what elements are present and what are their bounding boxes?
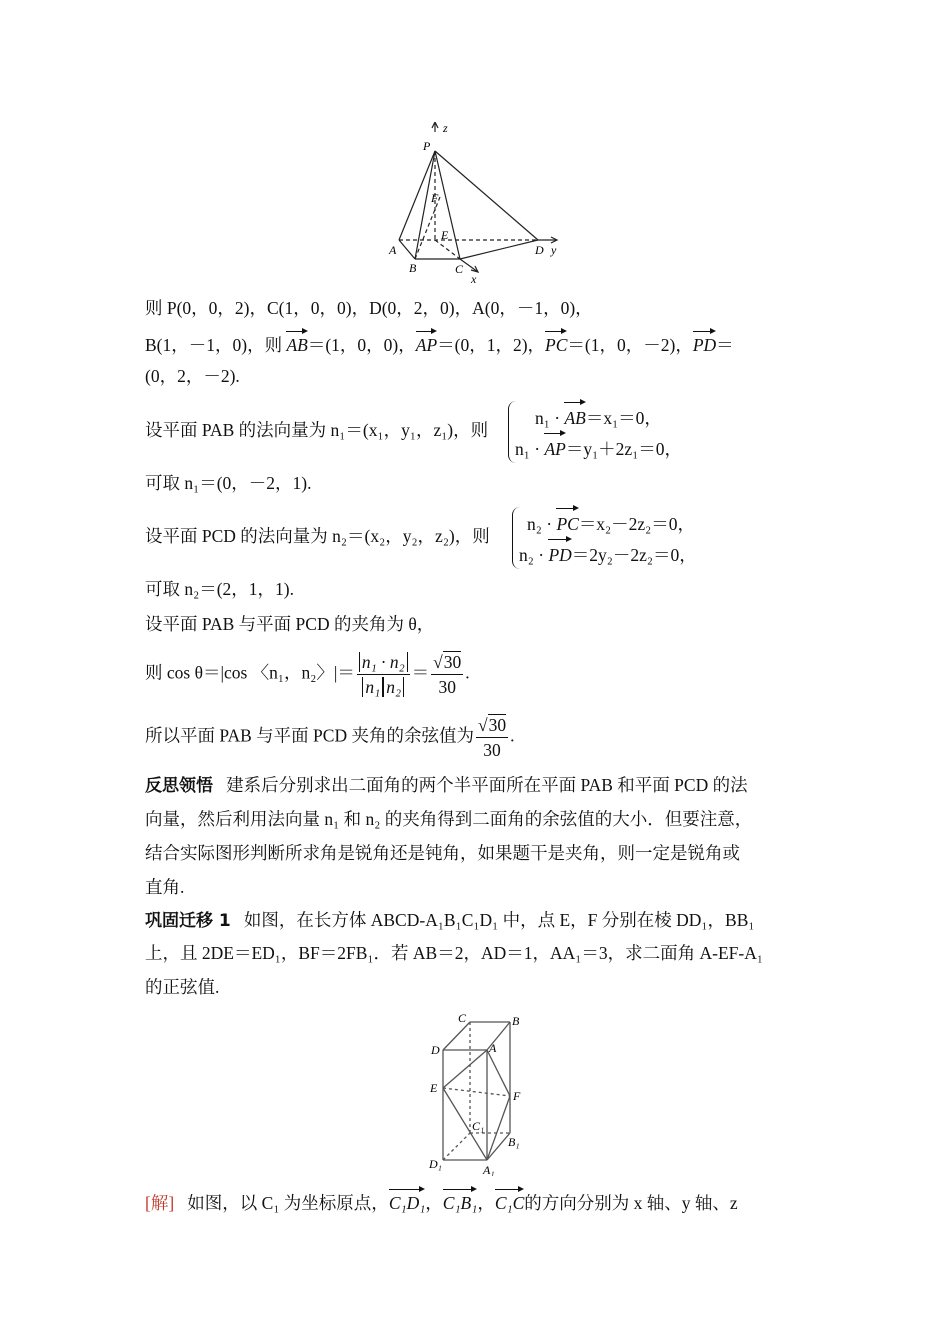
- angle-line: 设平面 PAB 与平面 PCD 的夹角为 θ，: [145, 614, 435, 634]
- vector-ab: AB: [286, 330, 307, 357]
- numerator: 30: [443, 652, 462, 672]
- exercise-line: [145, 908, 754, 933]
- take-n1: 可取 n₁＝(0，－2，1).: [145, 473, 312, 493]
- fig1-label: y: [551, 243, 557, 257]
- vector-ap: AP: [416, 330, 437, 357]
- pcd-equation-system: [512, 507, 697, 569]
- fig2-label: B: [512, 1014, 520, 1028]
- fig1-label: z: [443, 122, 448, 135]
- text: 建系后分别求出二面角的两个半平面所在平面 PAB 和平面 PCD 的法: [226, 775, 748, 795]
- reflection-line: [145, 773, 748, 798]
- text: 的方向分别为 x 轴、y 轴、z: [524, 1193, 738, 1213]
- text: ＝: [411, 662, 430, 683]
- text: ＝(1，0，－2)，: [567, 335, 693, 355]
- text: ，: [477, 1193, 495, 1213]
- pd-value-line: (0，2，－2).: [145, 366, 240, 386]
- reflection-line: 直角.: [145, 877, 185, 897]
- text: 如图，以 C₁ 为坐标原点，: [187, 1193, 389, 1213]
- vectors-line: [145, 330, 734, 357]
- pyramid-figure: [385, 122, 575, 287]
- vector-pc: PC: [556, 507, 578, 538]
- conclusion-line: [145, 713, 514, 762]
- fig2-label: E: [430, 1081, 438, 1095]
- fig1-label: C: [455, 262, 464, 276]
- fig2-label: F: [513, 1089, 521, 1103]
- pab-normal-text: 设平面 PAB 的法向量为 n₁＝(x₁，y₁，z₁)，则: [145, 420, 489, 440]
- fig1-label: P: [423, 139, 431, 153]
- fraction: $\frac{√30}{30}$: [433, 652, 462, 697]
- fig2-label: D: [431, 1043, 440, 1057]
- eq: n₂ ·: [519, 545, 549, 565]
- reflection-heading: 反思领悟: [145, 776, 213, 796]
- eq: n₁ ·: [515, 439, 545, 459]
- text: ，: [425, 1193, 443, 1213]
- fig2-label: C₁: [472, 1119, 485, 1133]
- eq: ＝x₂－2z₂＝0，: [578, 514, 696, 534]
- eq: ＝2y₂－2z₂＝0，: [571, 545, 697, 565]
- text: ＝(0，1，2)，: [437, 335, 546, 355]
- fig1-label: E: [441, 228, 449, 242]
- vector-c1b1: C₁B₁: [443, 1188, 478, 1215]
- fig2-label: A: [489, 1041, 497, 1055]
- vector-ab: AB: [564, 401, 585, 432]
- vector-pd: PD: [548, 538, 571, 569]
- fig1-label: x: [471, 272, 477, 286]
- fig1-label: B: [409, 261, 417, 275]
- text: 所以平面 PAB 与平面 PCD 夹角的余弦值为: [145, 725, 474, 746]
- exercise-line: 上，且 2DE＝ED₁，BF＝2FB₁．若 AB＝2，AD＝1，AA₁＝3，求二面角 A-EF-A₁: [145, 943, 763, 963]
- exercise-heading: 巩固迁移 1: [145, 911, 231, 931]
- text: .: [510, 725, 515, 746]
- pcd-normal-text: 设平面 PCD 的法向量为 n₂＝(x₂，y₂，z₂)，则: [145, 526, 490, 546]
- solution-tag: [解]: [145, 1193, 175, 1213]
- denominator: n₁: [362, 677, 383, 697]
- cuboid-figure: [425, 1008, 535, 1176]
- take-n2: 可取 n₂＝(2，1，1).: [145, 579, 295, 599]
- denominator: 30: [483, 740, 501, 760]
- vector-c1c: C₁C: [495, 1188, 524, 1215]
- vector-pc: PC: [545, 330, 567, 357]
- vector-c1d1: C₁D₁: [389, 1188, 425, 1215]
- text: ＝: [716, 335, 734, 355]
- coordinates-line: 则 P(0，0，2)，C(1，0，0)，D(0，2，0)，A(0，－1，0)，: [145, 298, 593, 318]
- fraction: [357, 650, 410, 699]
- exercise-line: 的正弦值.: [145, 977, 220, 997]
- eq: n₂ ·: [527, 514, 557, 534]
- text: 如图，在长方体 ABCD-A₁B₁C₁D₁ 中，点 E，F 分别在棱 DD₁，BB₁: [243, 910, 755, 930]
- fig1-label: D: [535, 243, 544, 257]
- numerator: n₁ · n₂: [359, 652, 408, 672]
- cos-formula: [145, 650, 470, 699]
- vector-ap: AP: [544, 432, 565, 463]
- fig2-label: C: [458, 1011, 467, 1025]
- fig1-label: A: [389, 243, 397, 257]
- text: B(1，－1，0)，则: [145, 335, 287, 355]
- reflection-line: 向量，然后利用法向量 n₁ 和 n₂ 的夹角得到二面角的余弦值的大小．但要注意，: [145, 809, 753, 829]
- denominator: 30: [438, 677, 456, 697]
- fraction: $\frac{√30}{30}$: [477, 715, 507, 760]
- eq: n₁ ·: [535, 408, 565, 428]
- vector-pd: PD: [693, 330, 716, 357]
- eq: ＝y₁＋2z₁＝0，: [565, 439, 683, 459]
- pab-equation-system: [508, 401, 682, 463]
- reflection-line: 结合实际图形判断所求角是锐角还是钝角，如果题干是夹角，则一定是锐角或: [145, 843, 740, 863]
- text: .: [465, 662, 470, 683]
- text: ＝(1，0，0)，: [307, 335, 416, 355]
- fig1-label: F: [431, 191, 439, 205]
- text: 则 cos θ＝|cos 〈n₁，n₂〉|＝: [145, 662, 355, 683]
- numerator: 30: [488, 715, 507, 735]
- solution-line: [145, 1188, 738, 1215]
- eq: ＝x₁＝0，: [585, 408, 662, 428]
- fig2-label: B₁: [508, 1135, 520, 1149]
- fig2-label: A₁: [483, 1163, 495, 1176]
- denominator: n₂: [383, 677, 404, 697]
- fig2-label: D₁: [429, 1157, 442, 1171]
